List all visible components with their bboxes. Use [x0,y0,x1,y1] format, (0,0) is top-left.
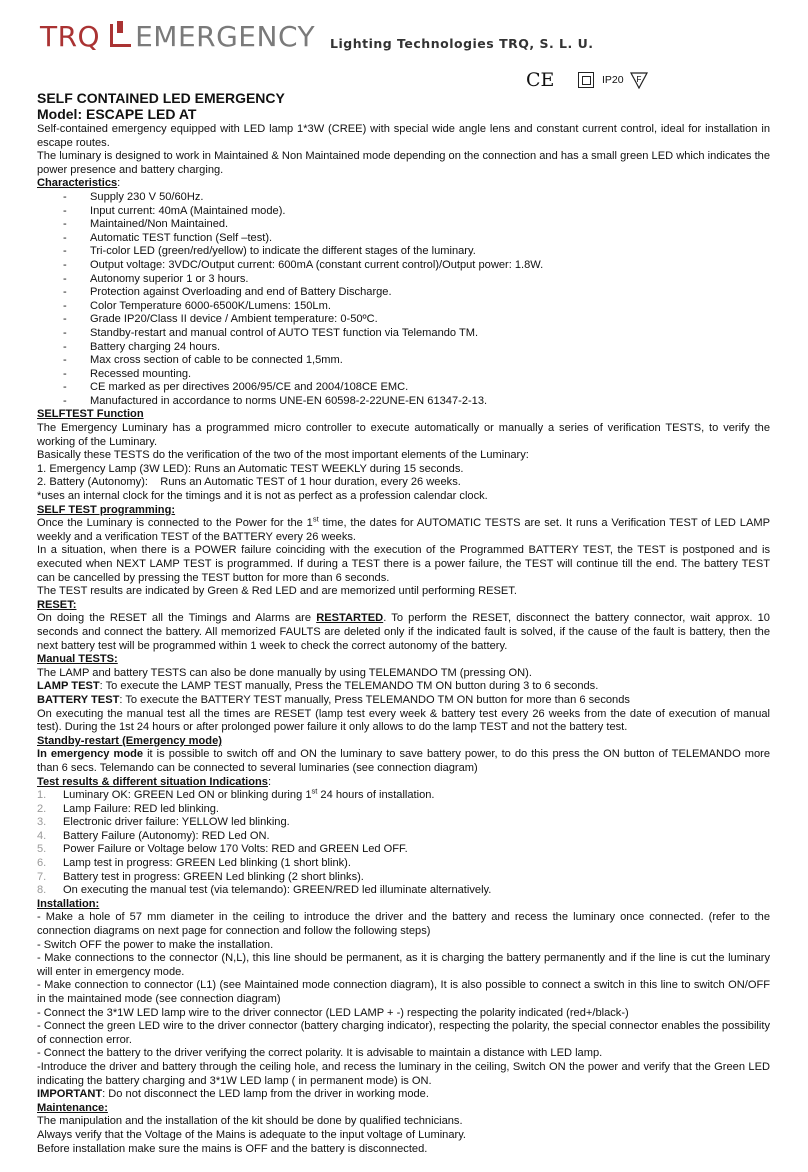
selftest-heading: SELFTEST Function [37,408,144,421]
list-item: 8. On executing the manual test (via telemando): GREEN/RED led illuminate alternatively. [37,884,492,897]
installation-line: - Connect the 3*1W LED lamp wire to the driver connector (LED LAMP + -) respecting the polarity indicated (red+/black-) [37,1006,629,1019]
reset-para: On doing the RESET all the Timings and Alarms are RESTARTED. To perform the RESET, disconnect the battery connector, wait approx. 10 seconds and connect the battery. All memorized FAULTS are deleted only if the indicated fault is solved, if the cause of the fault is battery, then the next battery test will be programmed within 1 week to check the correct autonomy of the battery. [37,612,770,652]
class-ii-icon [578,72,594,88]
list-item: 5. Power Failure or Voltage below 170 Volts: RED and GREEN Led OFF. [37,843,408,856]
list-item: - Color Temperature 6000-6500K/Lumens: 150Lm. [37,300,770,314]
installation-line: - Connect the battery to the driver verifying the correct polarity. It is advisable to maintain a distance with LED lamp. [37,1047,603,1060]
programming-heading: SELF TEST programming: [37,503,176,516]
characteristics-list [37,191,770,409]
company-name: Lighting Technologies TRQ, S. L. U. [330,36,594,51]
intro-para-2: The luminary is designed to work in Maintained & Non Maintained mode depending on the connection and has a small green LED which indicates the power presence and battery charging. [37,150,770,176]
selftest-line: Basically these TESTS do the verification of the two of the most important elements of the Luminary: [37,449,529,462]
maintenance-line: Always verify that the Voltage of the Mains is adequate to the input voltage of Luminary. [37,1128,467,1141]
installation-line: - Make connections to the connector (N,L), this line should be permanent, as it is charging the battery permanently and if the line is cut the luminary will enter in emergency mode. [37,952,770,978]
list-item: 1. Luminary OK: GREEN Led ON or blinking during 1st 24 hours of installation. [37,786,435,802]
installation-heading: Installation: [37,897,100,910]
maintenance-line: Before installation make sure the mains is OFF and the battery is disconnected. [37,1142,428,1155]
results-list [37,786,770,898]
list-item: - Standby-restart and manual control of AUTO TEST function via Telemando TM. [37,327,770,341]
list-item: - Tri-color LED (green/red/yellow) to indicate the different stages of the luminary. [37,245,770,259]
installation-line: -Introduce the driver and battery through the ceiling hole, and recess the luminary in the ceiling, Switch ON the power and verify that the Green LED indicating the battery charging and 3*1W LED lamp ( in permanent mode) is ON. [37,1060,770,1087]
programming-para-2: In a situation, when there is a POWER failure coinciding with the execution of the Programmed BATTERY TEST, the TEST is postponed and is executed when NEXT LAMP TEST is programmed. If during a TEST there is a power failure, the TEST will continue till the end. The battery TEST can be cancelled by pressing the TEST button for more than 6 seconds. [37,544,770,584]
list-item: 2. Lamp Failure: RED led blinking. [37,802,220,815]
f-mark-icon [630,71,648,89]
selftest-line: *uses an internal clock for the timings and it is not as perfect as a profession calendar clock. [37,490,488,503]
list-item: 6. Lamp test in progress: GREEN Led blinking (1 short blink). [37,857,351,870]
installation-line: - Make a hole of 57 mm diameter in the ceiling to introduce the driver and the battery and recess the luminary once connected. (refer to the connection diagrams on next page for connection and follow the following steps) [37,911,770,938]
ip-rating: IP20 [602,74,624,86]
list-item: - Output voltage: 3VDC/Output current: 600mA (constant current control)/Output power: 1.8W. [37,259,770,273]
list-item: - Autonomy superior 1 or 3 hours. [37,273,770,287]
selftest-line: 1. Emergency Lamp (3W LED): Runs an Automatic TEST WEEKLY during 15 seconds. [37,462,464,475]
manual-para-1: The LAMP and battery TESTS can also be done manually by using TELEMANDO TM (pressing ON). [37,666,532,679]
installation-line: - Connect the green LED wire to the driver connector (battery charging indicator), respecting the polarity, the special connector enables the possibility of connection error. [37,1020,770,1046]
list-item: - CE marked as per directives 2006/95/CE and 2004/108CE EMC. [37,381,770,395]
installation-line: - Switch OFF the power to make the installation. [37,938,274,951]
important-note: IMPORTANT: Do not disconnect the LED lamp from the driver in working mode. [37,1088,429,1101]
selftest-line: 2. Battery (Autonomy): Runs an Automatic TEST of 1 hour duration, every 26 weeks. [37,476,461,489]
ce-mark-icon: CE [526,69,555,91]
list-item: - Maintained/Non Maintained. [37,218,770,232]
list-item: 4. Battery Failure (Autonomy): RED Led ON. [37,829,270,842]
page-header [38,18,778,91]
doc-title: SELF CONTAINED LED EMERGENCY [37,90,285,106]
list-item: - Grade IP20/Class II device / Ambient temperature: 0-50ºC. [37,313,770,327]
list-item: - Input current: 40mA (Maintained mode). [37,205,770,219]
list-item: 7. Battery test in progress: GREEN Led blinking (2 short blinks). [37,870,364,883]
list-item: - Max cross section of cable to be connected 1,5mm. [37,354,770,368]
manual-heading: Manual TESTS: [37,653,118,666]
company-logo: TRQ EMERGENCY [40,20,316,53]
characteristics-heading: Characteristics: [37,177,121,190]
lamp-test-para: LAMP TEST: To execute the LAMP TEST manually, Press the TELEMANDO TM ON button during 3 to 6 seconds. [37,680,599,693]
selftest-line: The Emergency Luminary has a programmed micro controller to execute automatically or manually a series of verification TESTS, to verify the working of the Luminary. [37,422,770,448]
maintenance-line: The manipulation and the installation of the kit should be done by qualified technicians. [37,1115,463,1128]
programming-para-3: The TEST results are indicated by Green & Red LED and are memorized until performing RESET. [37,585,517,598]
list-item: - Recessed mounting. [37,368,770,382]
standby-heading: Standby-restart (Emergency mode) [37,734,222,747]
logo-mark-icon [110,24,131,47]
model-title: Model: ESCAPE LED AT [37,106,197,122]
list-item: - Battery charging 24 hours. [37,341,770,355]
results-heading: Test results & different situation Indications: [37,775,272,788]
list-item: - Supply 230 V 50/60Hz. [37,191,770,205]
list-item: - Automatic TEST function (Self –test). [37,232,770,246]
programming-para-1: Once the Luminary is connected to the Power for the 1st time, the dates for AUTOMATIC TESTS are set. It runs a Verification TEST of LED LAMP weekly and a verification TEST of the BATTERY every 26 weeks. [37,514,770,543]
list-item: 3. Electronic driver failure: YELLOW led blinking. [37,816,290,829]
document-body [37,90,770,1156]
maintenance-heading: Maintenance: [37,1101,108,1114]
svg-text:F: F [636,75,642,84]
intro-para-1: Self-contained emergency equipped with LED lamp 1*3W (CREE) with special wide angle lens and constant current control, ideal for installation in escape routes. [37,123,770,149]
certification-marks [526,68,648,92]
manual-para-4: On executing the manual test all the times are RESET (lamp test every week & battery test every 26 weeks from the date of execution of manual test). During the 1st 24 hours or after prolonged power failure it only allows to do the lamp TEST and not the battery test. [37,707,770,734]
standby-para: In emergency mode it is possible to switch off and ON the luminary to save battery power, to do this press the ON button of TELEMANDO more than 6 secs. Telemando can be connected to several luminaries (see connection diagram) [37,748,770,774]
list-item: - Protection against Overloading and end of Battery Discharge. [37,286,770,300]
installation-line: - Make connection to connector (L1) (see Maintained mode connection diagram), It is also possible to connect a switch in this line to switch ON/OFF in the maintained mode (see connection diagram) [37,979,770,1005]
reset-heading: RESET: [37,598,77,611]
battery-test-para: BATTERY TEST: To execute the BATTERY TEST manually, Press TELEMANDO TM ON button for more than 6 seconds [37,693,630,706]
list-item: - Manufactured in accordance to norms UNE-EN 60598-2-22UNE-EN 61347-2-13. [37,395,770,409]
